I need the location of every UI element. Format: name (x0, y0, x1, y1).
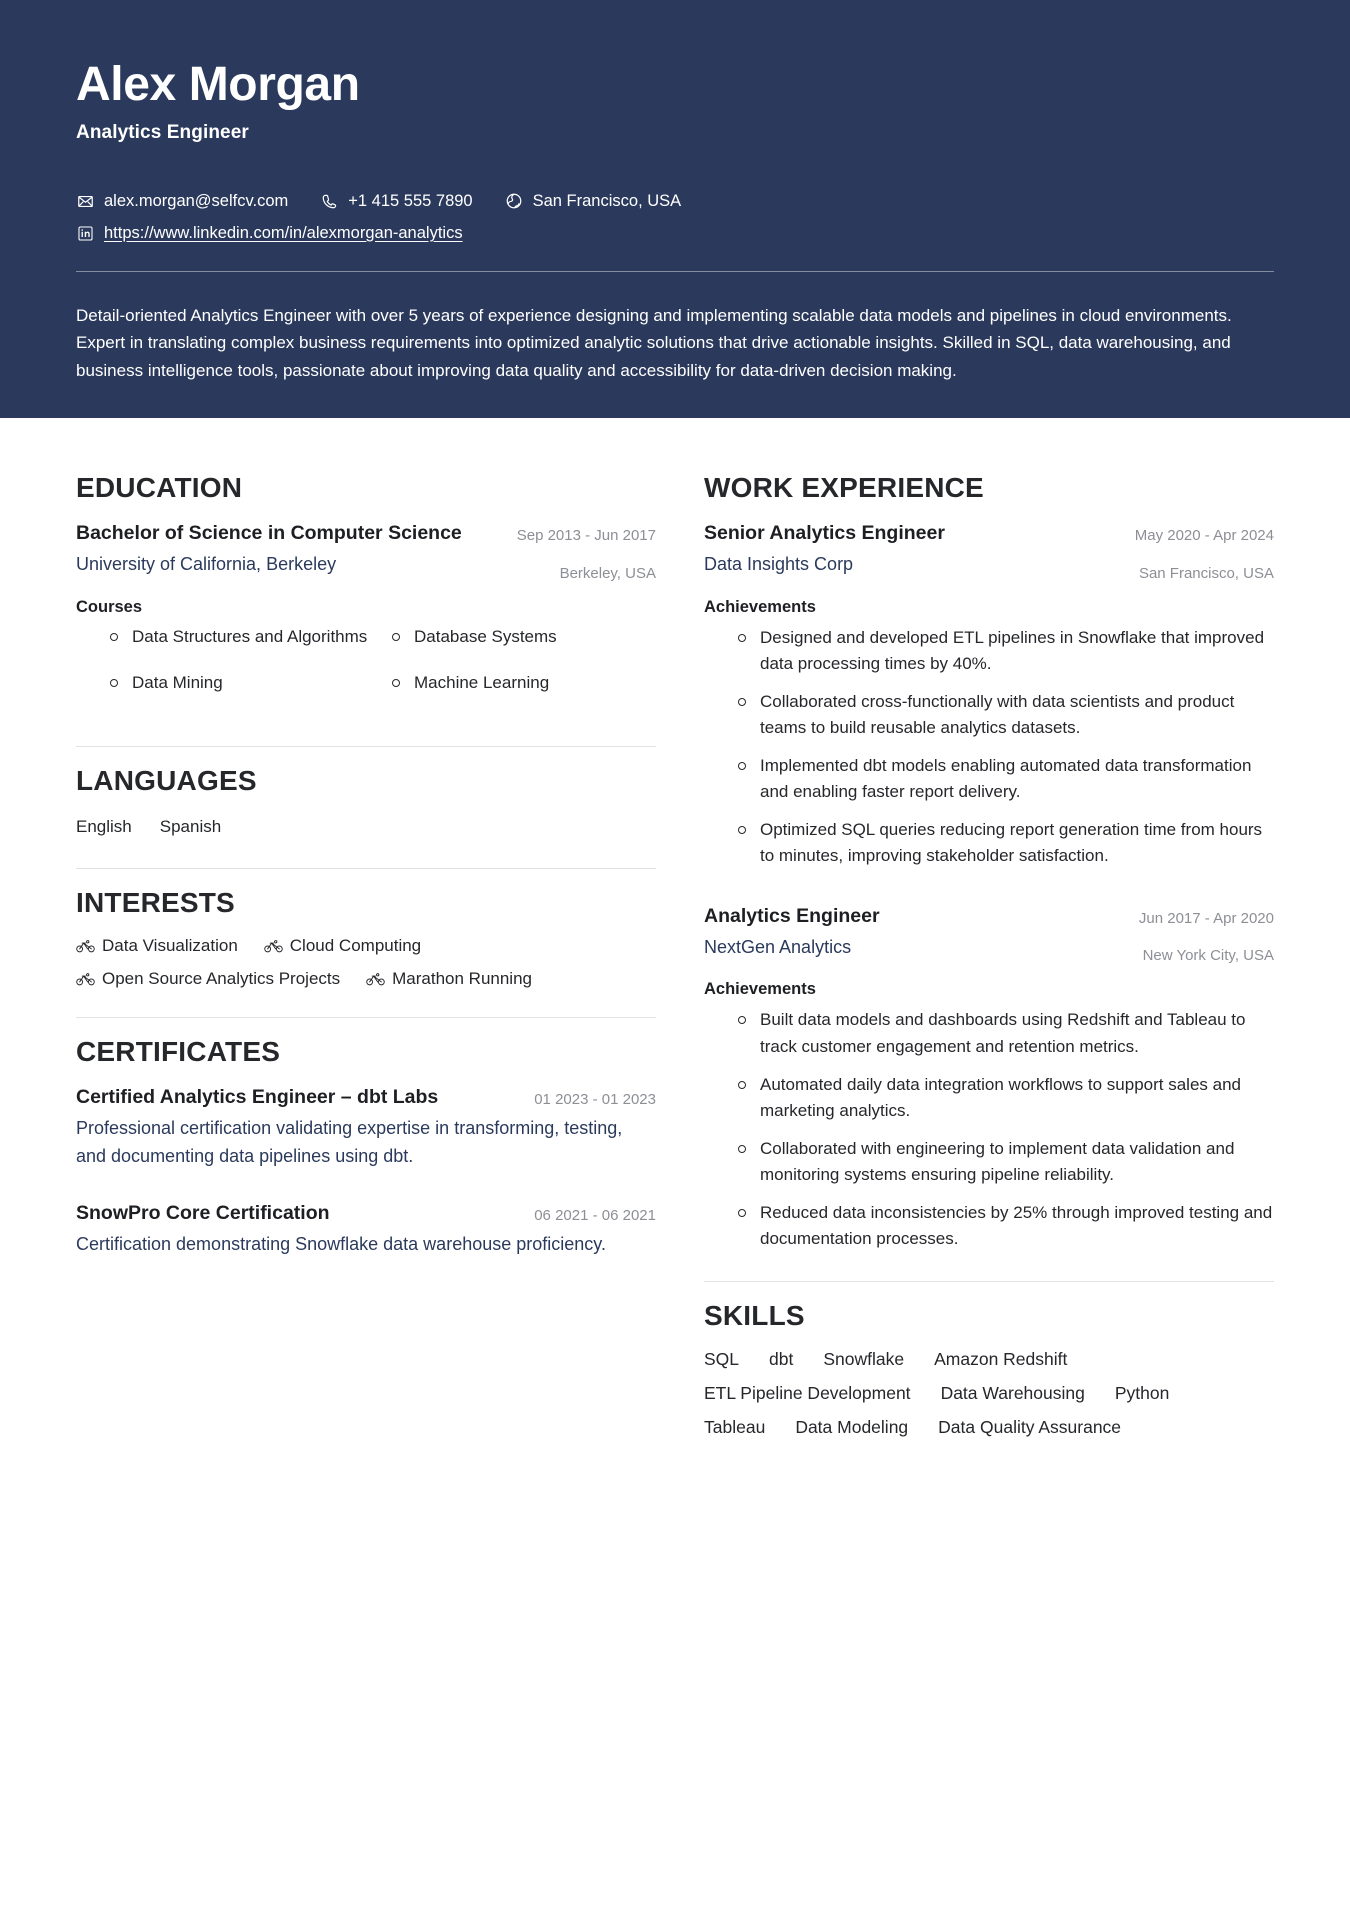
professional-summary: Detail-oriented Analytics Engineer with over 5 years of experience designing and implementing scalable data models and pipelines in cloud environments. Expert in translating complex business requirements into optimized analytic solutions that drive actionable insights. Skilled in SQL, data warehousing, and business intelligence tools, passionate about improving data quality and accessibility for data-driven decision making. (76, 305, 1232, 380)
courses-grid (110, 625, 656, 718)
section-title-work-experience: WORK EXPERIENCE (704, 472, 984, 504)
globe-icon (505, 192, 524, 211)
education-meta (517, 521, 656, 585)
work-location: San Francisco, USA (1138, 564, 1274, 582)
bicycle-icon (76, 939, 95, 953)
resume-body (0, 418, 1350, 1503)
certificate-name: SnowPro Core Certification (76, 1201, 330, 1224)
contact-email[interactable] (76, 192, 288, 211)
left-column (76, 454, 656, 1264)
achievement-item: Designed and developed ETL pipelines in Snowflake that improved data processing times by 40%. (738, 625, 1274, 678)
envelope-icon (76, 192, 95, 211)
course-item: Database Systems (392, 625, 656, 650)
course-item: Data Structures and Algorithms (110, 625, 374, 650)
work-company: Data Insights Corp (704, 554, 854, 575)
contact-linkedin-text: https://www.linkedin.com/in/alexmorgan-analytics (104, 223, 463, 242)
interest-label: Cloud Computing (289, 935, 422, 955)
skill-item: dbt (769, 1348, 794, 1369)
header-divider (76, 271, 1274, 272)
work-position: Analytics Engineer (704, 904, 880, 927)
section-languages (76, 765, 656, 840)
skill-item: Tableau (704, 1416, 766, 1437)
certificate-description: Professional certification validating expertise in transforming, testing, and documenting data pipelines using dbt. (76, 1117, 623, 1166)
section-title-skills: SKILLS (704, 1299, 805, 1331)
achievements-label: Achievements (704, 597, 816, 616)
work-company: NextGen Analytics (704, 936, 852, 957)
divider (704, 1281, 1274, 1282)
work-entry (704, 521, 1274, 870)
work-dates: May 2020 - Apr 2024 (1134, 527, 1274, 545)
achievements-label: Achievements (704, 980, 816, 999)
bicycle-icon (366, 972, 385, 986)
skill-item: ETL Pipeline Development (704, 1382, 911, 1403)
contact-block (76, 192, 1274, 243)
certificate-dates: 06 2021 - 06 2021 (534, 1206, 656, 1224)
work-meta (1139, 904, 1274, 968)
section-title-certificates: CERTIFICATES (76, 1035, 281, 1067)
right-column (704, 454, 1274, 1443)
bicycle-icon (76, 972, 95, 986)
divider (76, 868, 656, 869)
contact-row-primary (76, 192, 1274, 211)
phone-icon (320, 192, 339, 211)
section-work-experience (704, 472, 1274, 1252)
education-dates: Sep 2013 - Jun 2017 (516, 527, 656, 545)
skill-item: Data Modeling (795, 1416, 909, 1437)
achievement-item: Automated daily data integration workflows to support sales and marketing analytics. (738, 1072, 1274, 1125)
page-title: Alex Morgan (76, 58, 360, 111)
education-location: Berkeley, USA (559, 564, 656, 582)
achievement-item: Reduced data inconsistencies by 25% through improved testing and documentation processes. (738, 1200, 1274, 1253)
contact-email-text: alex.morgan@selfcv.com (104, 191, 289, 210)
interest-item (264, 936, 421, 956)
certificate-dates: 01 2023 - 01 2023 (534, 1090, 656, 1108)
divider (76, 746, 656, 747)
achievements-list (738, 625, 1274, 870)
resume-header (0, 0, 1350, 418)
job-title: Analytics Engineer (76, 121, 249, 143)
skill-item: Python (1114, 1382, 1170, 1403)
skills-list (704, 1349, 1224, 1438)
achievements-list (738, 1007, 1274, 1252)
interest-item (366, 969, 532, 989)
skill-item: Data Warehousing (940, 1382, 1085, 1403)
interest-label: Open Source Analytics Projects (102, 968, 341, 988)
education-school: University of California, Berkeley (76, 554, 337, 575)
interest-label: Marathon Running (392, 968, 532, 988)
skill-item: Snowflake (823, 1348, 905, 1369)
achievement-item: Optimized SQL queries reducing report generation time from hours to minutes, improving stakeholder satisfaction. (738, 817, 1274, 870)
contact-phone[interactable] (320, 192, 472, 211)
section-title-interests: INTERESTS (76, 886, 235, 918)
language-item: English (76, 817, 132, 837)
achievement-item: Collaborated with engineering to implement data validation and monitoring systems ensuring pipeline reliability. (738, 1136, 1274, 1189)
section-education (76, 472, 656, 718)
course-item: Machine Learning (392, 671, 656, 696)
work-dates: Jun 2017 - Apr 2020 (1138, 909, 1274, 927)
section-title-education: EDUCATION (76, 472, 243, 504)
certificate-name: Certified Analytics Engineer – dbt Labs (76, 1085, 439, 1108)
contact-location-text: San Francisco, USA (532, 191, 682, 210)
education-entry (76, 521, 656, 718)
linkedin-icon (76, 224, 95, 243)
interest-item (76, 969, 340, 989)
work-position: Senior Analytics Engineer (704, 522, 945, 545)
contact-linkedin[interactable] (76, 224, 463, 243)
language-item: Spanish (159, 817, 222, 837)
section-certificates (76, 1036, 656, 1259)
courses-label: Courses (76, 597, 143, 616)
section-title-languages: LANGUAGES (76, 765, 257, 797)
achievement-item: Collaborated cross-functionally with data scientists and product teams to build reusable analytics datasets. (738, 689, 1274, 742)
bicycle-icon (264, 939, 283, 953)
section-interests (76, 887, 656, 989)
contact-row-secondary (76, 224, 1274, 243)
interest-item (76, 936, 238, 956)
certificate-description: Certification demonstrating Snowflake data warehouse proficiency. (76, 1233, 606, 1254)
section-skills (704, 1300, 1274, 1438)
certificate-entry (76, 1085, 656, 1171)
achievement-item: Built data models and dashboards using Redshift and Tableau to track customer engagement and retention metrics. (738, 1007, 1274, 1060)
divider (76, 1017, 656, 1018)
skill-item: SQL (704, 1348, 740, 1369)
skill-item: Data Quality Assurance (938, 1416, 1122, 1437)
interests-list (76, 936, 596, 989)
achievement-item: Implemented dbt models enabling automated data transformation and enabling faster report delivery. (738, 753, 1274, 806)
work-meta (1135, 521, 1274, 585)
work-entry (704, 904, 1274, 1253)
contact-phone-text: +1 415 555 7890 (348, 191, 473, 210)
contact-location (505, 192, 682, 211)
skill-item: Amazon Redshift (934, 1348, 1068, 1369)
languages-list (76, 814, 656, 840)
interest-label: Data Visualization (102, 935, 238, 955)
certificate-entry (76, 1201, 656, 1259)
course-item: Data Mining (110, 671, 374, 696)
work-location: New York City, USA (1142, 947, 1274, 965)
education-degree: Bachelor of Science in Computer Science (76, 522, 462, 545)
